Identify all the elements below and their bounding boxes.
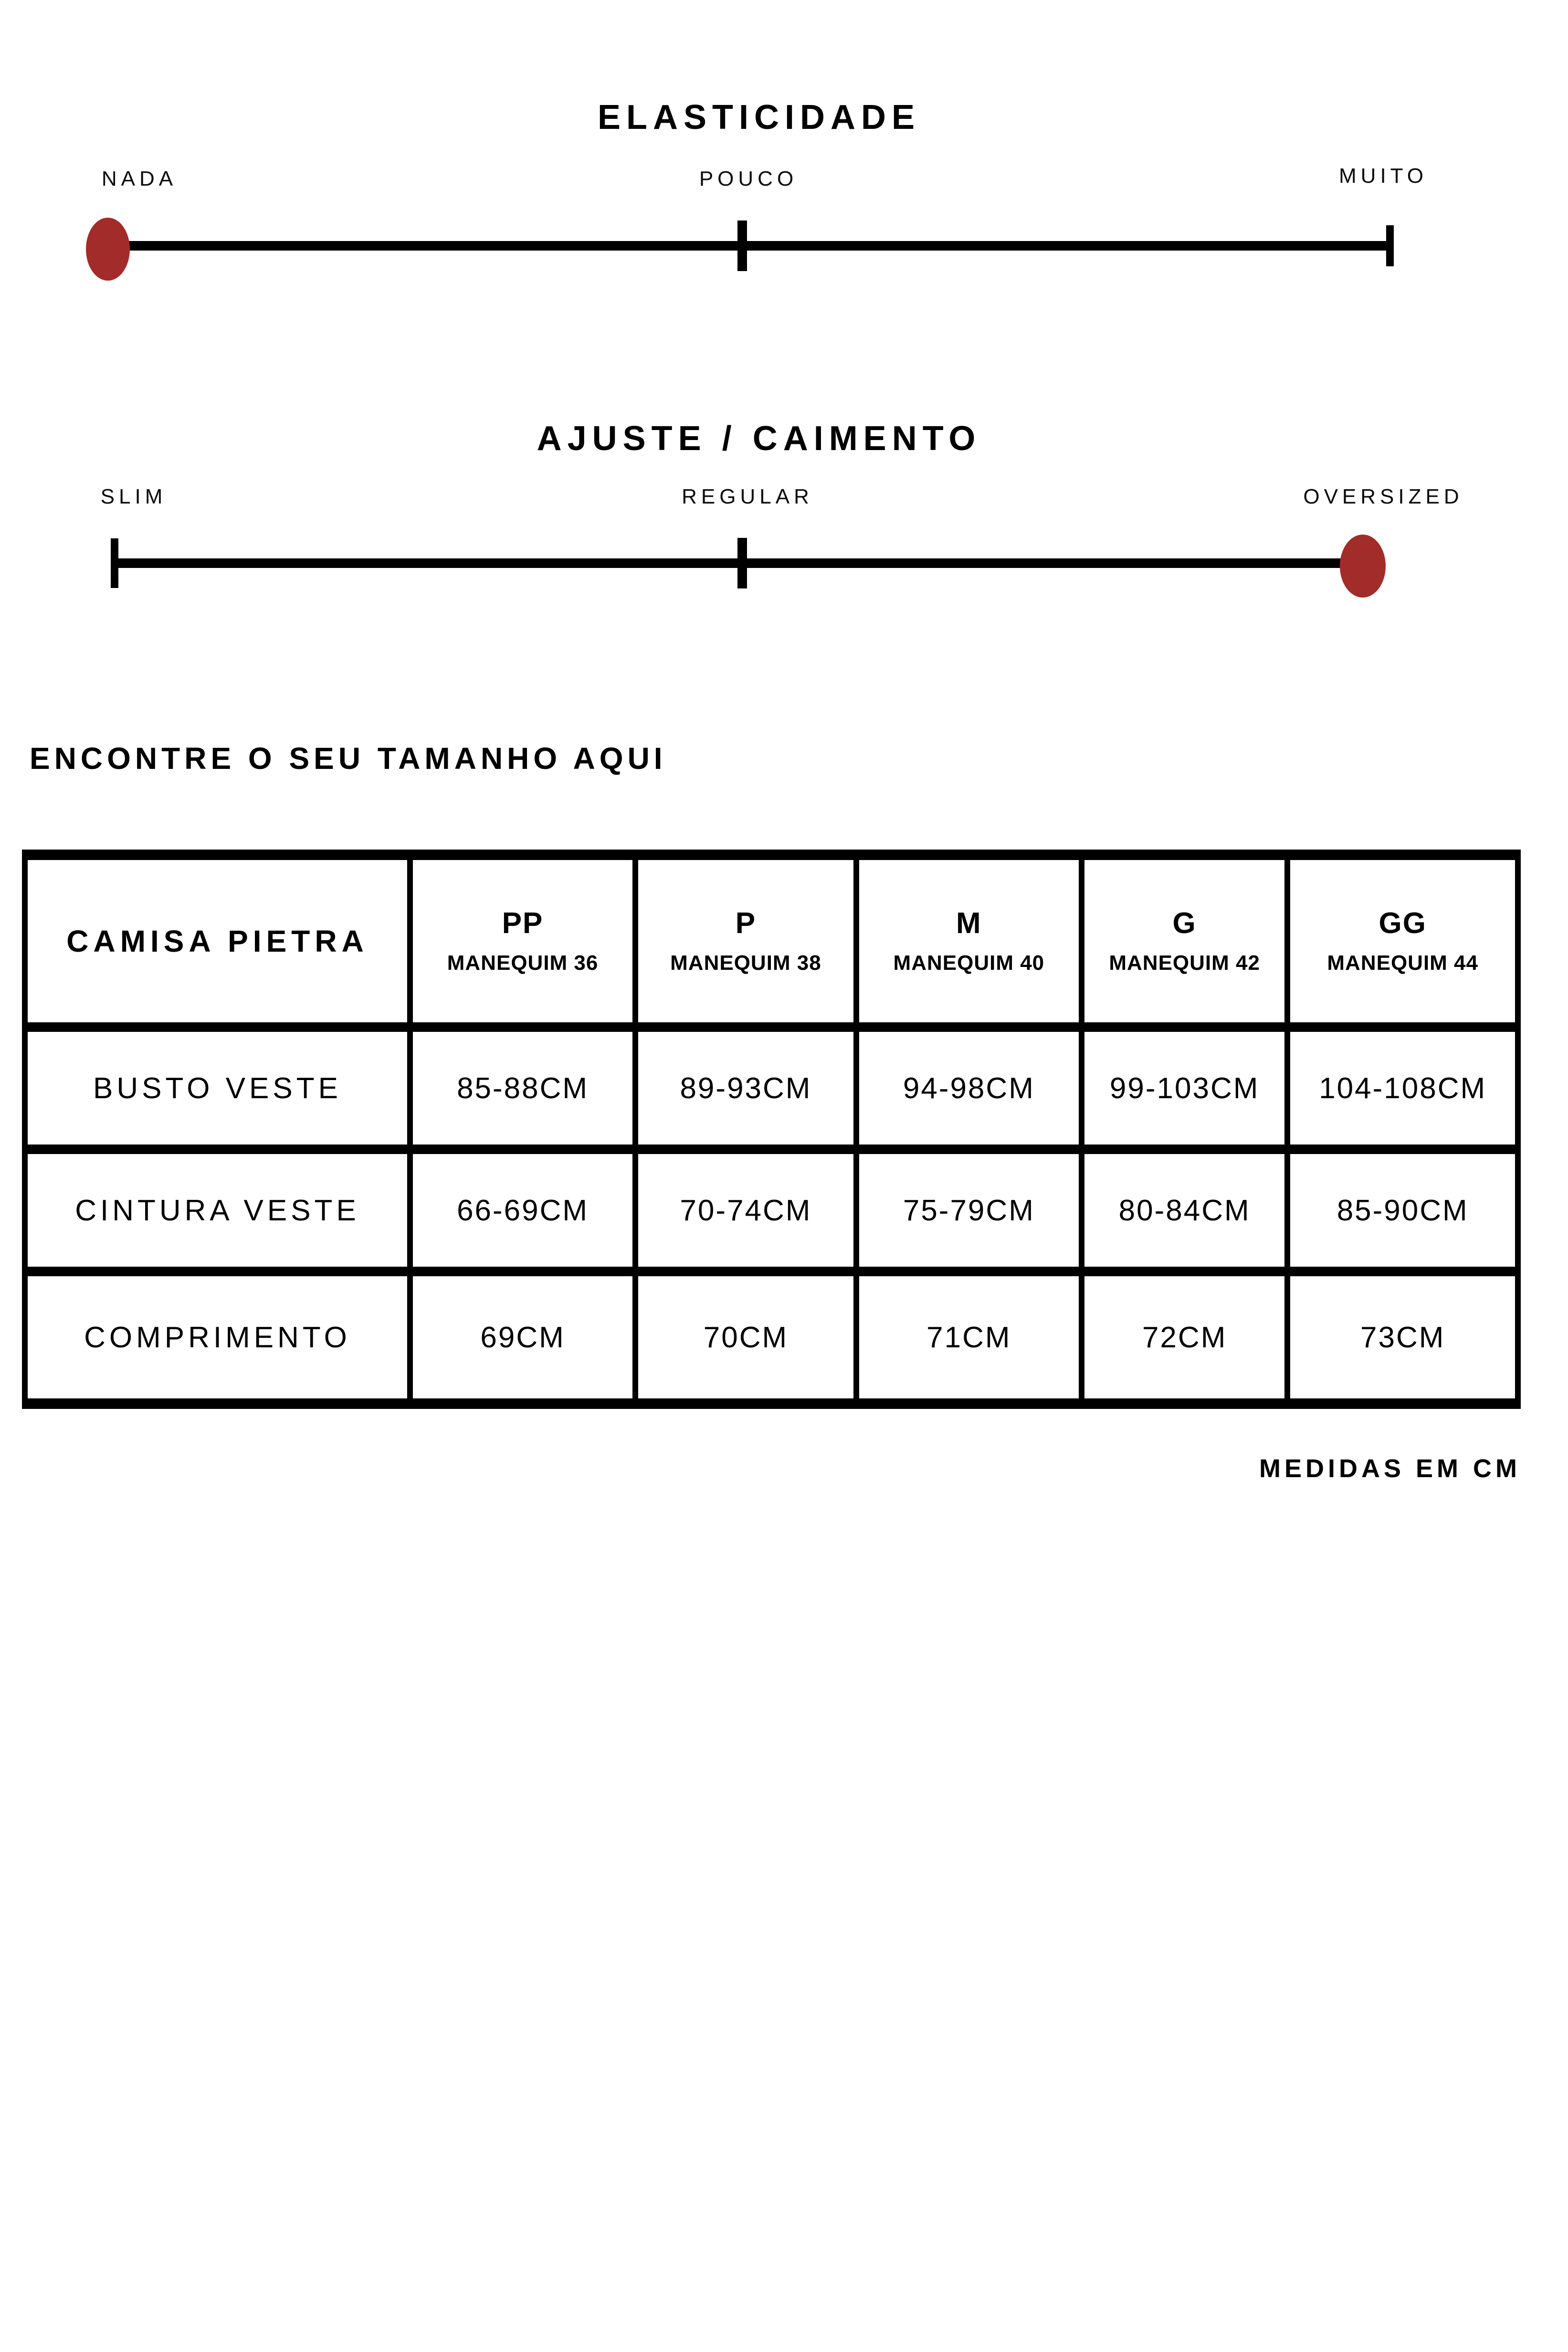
size-code-m: M [956,907,982,940]
busto-pp: 85-88CM [413,1032,638,1154]
measurements-footnote: MEDIDAS EM CM [1259,1454,1521,1483]
comprimento-pp: 69CM [413,1276,638,1398]
elasticity-label-nada: NADA [101,167,178,190]
table-header-size-g [1084,860,1291,1032]
elasticity-slider-track [108,241,1390,251]
manequim-36: MANEQUIM 36 [447,951,599,975]
fit-marker-dot [1340,535,1386,598]
elasticity-mid-tick [737,220,747,271]
table-header-size-m [859,860,1084,1032]
elasticity-title: ELASTICIDADE [597,98,921,136]
cintura-g: 80-84CM [1084,1154,1291,1276]
cintura-gg: 85-90CM [1290,1154,1515,1276]
size-code-gg: GG [1379,907,1427,940]
fit-label-slim: SLIM [100,485,167,508]
comprimento-gg: 73CM [1290,1276,1515,1398]
busto-m: 94-98CM [859,1032,1084,1154]
manequim-42: MANEQUIM 42 [1109,951,1260,975]
comprimento-g: 72CM [1084,1276,1291,1398]
row-label-comprimento: COMPRIMENTO [28,1276,413,1398]
elasticity-label-muito: MUITO [1339,164,1428,188]
table-header-product [28,860,413,1032]
cintura-pp: 66-69CM [413,1154,638,1276]
comprimento-m: 71CM [859,1276,1084,1398]
fit-mid-tick [737,538,747,588]
manequim-40: MANEQUIM 40 [893,951,1045,975]
cintura-m: 75-79CM [859,1154,1084,1276]
fit-title: AJUSTE / CAIMENTO [537,420,981,458]
product-name: CAMISA PIETRA [66,924,368,958]
fit-label-oversized: OVERSIZED [1303,485,1463,508]
busto-g: 99-103CM [1084,1032,1291,1154]
size-section-heading: ENCONTRE O SEU TAMANHO AQUI [30,741,667,776]
manequim-38: MANEQUIM 38 [670,951,821,975]
comprimento-p: 70CM [638,1276,859,1398]
table-header-size-p [638,860,859,1032]
busto-p: 89-93CM [638,1032,859,1154]
elasticity-label-pouco: POUCO [699,167,798,190]
elasticity-marker-dot [86,218,130,281]
size-chart-table [22,850,1521,1409]
busto-gg: 104-108CM [1290,1032,1515,1154]
size-code-pp: PP [502,907,544,940]
size-code-p: P [735,907,757,940]
row-label-cintura: CINTURA VESTE [28,1154,413,1276]
table-header-size-gg [1290,860,1515,1032]
fit-label-regular: REGULAR [682,485,813,508]
size-code-g: G [1172,907,1197,940]
elasticity-end-tick [1386,225,1394,266]
manequim-44: MANEQUIM 44 [1327,951,1478,975]
row-label-busto: BUSTO VESTE [28,1032,413,1154]
table-header-size-pp [413,860,638,1032]
cintura-p: 70-74CM [638,1154,859,1276]
